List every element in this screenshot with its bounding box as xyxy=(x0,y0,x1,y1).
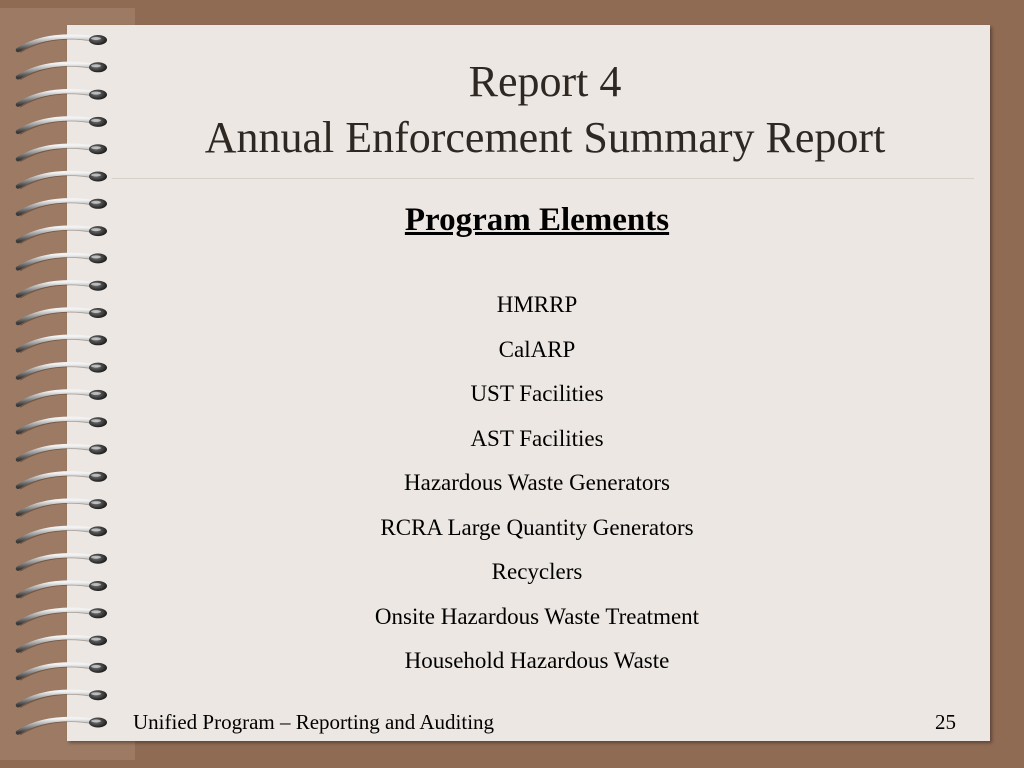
list-item: HMRRP xyxy=(496,292,578,317)
page-number: 25 xyxy=(935,710,956,734)
section-heading: Program Elements xyxy=(404,202,670,238)
list-item: AST Facilities xyxy=(470,425,604,451)
spiral-coil xyxy=(18,35,107,52)
spiral-coil xyxy=(18,690,107,707)
list-item: UST Facilities xyxy=(470,381,604,406)
list-item: Hazardous Waste Generators xyxy=(404,470,670,495)
list-item: RCRA Large Quantity Generators xyxy=(380,514,694,540)
title-line-1: Report 4 xyxy=(468,57,622,106)
list-item: Onsite Hazardous Waste Treatment xyxy=(374,603,700,629)
list-item: CalARP xyxy=(498,336,576,362)
spiral-coil xyxy=(18,253,107,270)
footer-text: Unified Program – Reporting and Auditing xyxy=(133,710,495,734)
program-elements-list xyxy=(90,283,984,684)
title-divider xyxy=(112,178,974,179)
title-line-2: Annual Enforcement Summary Report xyxy=(204,113,886,162)
list-item: Household Hazardous Waste xyxy=(404,648,670,673)
spiral-coil xyxy=(18,718,107,735)
list-item: Recyclers xyxy=(491,559,583,584)
spiral-coil xyxy=(18,172,107,189)
slide-title xyxy=(90,54,1000,166)
